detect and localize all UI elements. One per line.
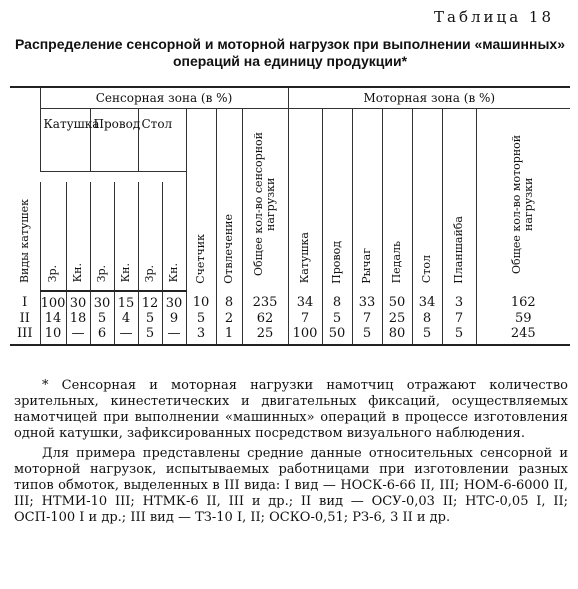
motor-col-lever-header: Рычаг: [352, 109, 382, 291]
table-cell: 30: [162, 291, 186, 311]
sub-kinesthetic-header: Кн.: [162, 182, 186, 291]
table-cell: 15: [114, 291, 138, 311]
table-cell: 5: [138, 311, 162, 326]
notes: [14, 378, 568, 526]
table-cell: —: [114, 326, 138, 345]
row-label: I: [22, 295, 28, 310]
table-cell: 9: [162, 311, 186, 326]
group-table-header: Стол: [138, 109, 186, 172]
motor-zone-header: Моторная зона (в %): [288, 87, 570, 109]
table-cell: 3: [442, 291, 476, 311]
distraction-header: Отвлечение: [216, 109, 242, 291]
table-cell: 8: [412, 311, 442, 326]
table-cell: 162: [476, 291, 570, 311]
table-cell: —: [66, 326, 90, 345]
table-cell: 7: [288, 311, 322, 326]
motor-col-table-header: Стол: [412, 109, 442, 291]
table-cell: 34: [412, 291, 442, 311]
motor-total-header: Общее кол-во моторной нагрузки: [476, 109, 570, 291]
table-cell: 59: [476, 311, 570, 326]
table-cell: 5: [186, 311, 216, 326]
table-cell: 30: [66, 291, 90, 311]
sub-visual-header: Зр.: [40, 182, 66, 291]
row-label: III: [10, 326, 40, 345]
table-cell: 50: [322, 326, 352, 345]
motor-col-pedal-header: Педаль: [382, 109, 412, 291]
table-cell: 5: [322, 311, 352, 326]
sub-kinesthetic-header: Кн.: [114, 182, 138, 291]
row-label: II: [19, 310, 30, 326]
group-wire-header: Провод: [90, 109, 138, 172]
sub-visual-header: Зр.: [90, 182, 114, 291]
table-cell: 2: [216, 311, 242, 326]
table-title: Распределение сенсорной и моторной нагрузок при выполнении «машинных» операций на единицу продукции*: [15, 36, 565, 69]
table-cell: 5: [90, 311, 114, 326]
table-cell: 100: [288, 326, 322, 345]
sensory-zone-header: Сенсорная зона (в %): [40, 87, 288, 109]
table-cell: 5: [412, 326, 442, 345]
table-cell: 25: [382, 311, 412, 326]
table-cell: 3: [186, 326, 216, 345]
table-cell: 5: [352, 326, 382, 345]
counter-header: Счетчик: [186, 109, 216, 291]
table-row: [10, 291, 570, 311]
table-cell: 25: [242, 326, 288, 345]
table-cell: 7: [352, 311, 382, 326]
table-cell: 100: [40, 291, 66, 311]
motor-col-faceplate-header: Планшайба: [442, 109, 476, 291]
table-cell: 14: [40, 311, 66, 326]
table-cell: 6: [90, 326, 114, 345]
table-cell: 10: [40, 326, 66, 345]
table-cell: 10: [186, 291, 216, 311]
table-number: Таблица 18: [434, 8, 554, 26]
group-coil-header: Катушка: [40, 109, 90, 172]
table-cell: 18: [66, 311, 90, 326]
table-cell: 34: [288, 291, 322, 311]
table-cell: 30: [90, 291, 114, 311]
sub-kinesthetic-header: Кн.: [66, 182, 90, 291]
table-cell: 1: [216, 326, 242, 345]
table-row: [10, 311, 570, 326]
data-table: [10, 86, 570, 346]
table-cell: 245: [476, 326, 570, 345]
table-cell: 4: [114, 311, 138, 326]
table-cell: 235: [242, 291, 288, 311]
footnote: * Сенсорная и моторная нагрузки намотчиц отражают количество зрительных, кинестетических и двигательных фиксаций, осуществляемых намотчицей при выполнении «машинных» операций в процессе изготовления одной катушки, зафиксированных посредством визуального наблюдения.: [14, 378, 568, 441]
motor-col-wire-header: Провод: [322, 109, 352, 291]
table-cell: 50: [382, 291, 412, 311]
table-cell: 8: [216, 291, 242, 311]
table-cell: 80: [382, 326, 412, 345]
table-row: [10, 326, 570, 345]
row-label-header: Виды катушек: [10, 87, 40, 291]
table-cell: 33: [352, 291, 382, 311]
sub-visual-header: Зр.: [138, 182, 162, 291]
table-cell: 5: [138, 326, 162, 345]
table-cell: 7: [442, 311, 476, 326]
table-cell: 8: [322, 291, 352, 311]
table-cell: 62: [242, 311, 288, 326]
table-cell: 5: [442, 326, 476, 345]
body-paragraph: Для примера представлены средние данные относительных сенсорной и моторной нагрузок, испытываемых работницами при изготовлении разных типов обмоток, выделенных в III вида: I вид — НОСК-6-66 II, III; НОМ-6-6000 II, III; НТМИ-10 III; НТМК-6 II, III и др.; II вид — ОСУ-0,03 II; НТС-0,05 I, II; ОСП-100 I и др.; III вид — ТЗ-10 I, II; ОСКО-0,51; РЗ-6, 3 II и др.: [14, 446, 568, 525]
sensory-total-header: Общее кол-во сенсорной нагрузки: [242, 109, 288, 291]
motor-col-coil-header: Катушка: [288, 109, 322, 291]
table-cell: 12: [138, 291, 162, 311]
table-cell: —: [162, 326, 186, 345]
